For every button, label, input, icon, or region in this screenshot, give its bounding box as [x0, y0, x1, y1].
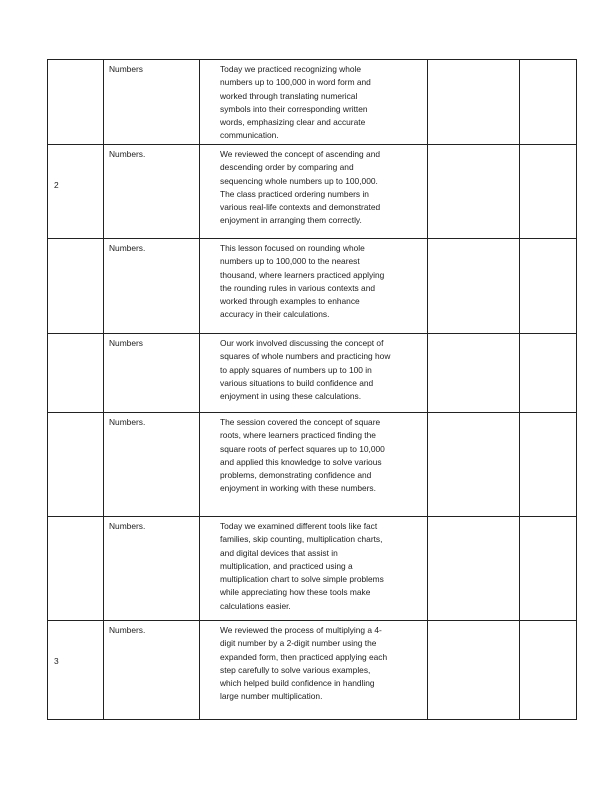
description-cell — [200, 239, 428, 334]
empty-cell — [520, 145, 577, 239]
table-row — [48, 517, 577, 621]
week-number: 3 — [54, 656, 59, 666]
empty-cell — [520, 239, 577, 334]
description-line: accuracy in their calculations. — [220, 309, 330, 320]
empty-cell — [428, 413, 520, 517]
strand-label: Numbers. — [109, 149, 146, 159]
description-cell — [200, 621, 428, 720]
empty-cell — [428, 621, 520, 720]
description-line: step carefully to solve various examples, — [220, 664, 371, 675]
description-line: which helped build confidence in handling — [220, 678, 375, 689]
description-line: Today we practiced recognizing whole — [220, 64, 362, 74]
empty-cell — [520, 413, 577, 517]
week-cell — [48, 413, 104, 517]
empty-cell — [520, 60, 577, 145]
description-line: enjoyment in working with these numbers. — [220, 483, 376, 494]
description-line: symbols into their corresponding written — [220, 103, 368, 114]
week-cell — [48, 239, 104, 334]
description-cell — [200, 517, 428, 621]
description-line: descending order by comparing and — [220, 162, 354, 173]
description-line: Our work involved discussing the concept of — [220, 338, 384, 348]
description-line: while appreciating how these tools make — [220, 587, 371, 598]
description-line: various real-life contexts and demonstrated — [220, 202, 381, 213]
description-line: calculations easier. — [220, 600, 291, 611]
description-line: We reviewed the concept of ascending and — [220, 149, 381, 159]
week-cell — [48, 621, 104, 720]
description-line: worked through translating numerical — [220, 90, 358, 101]
table-row — [48, 60, 577, 145]
description-line: expanded form, then practiced applying each — [220, 651, 388, 662]
empty-cell — [428, 60, 520, 145]
description-cell — [200, 145, 428, 239]
description-line: to apply squares of numbers up to 100 in — [220, 364, 372, 375]
description-line: squares of whole numbers and practicing how — [220, 351, 391, 362]
strand-label: Numbers. — [109, 417, 146, 427]
description-line: digit number by a 2-digit number using the — [220, 638, 377, 649]
description-line: enjoyment in using these calculations. — [220, 391, 362, 402]
strand-label: Numbers — [109, 338, 143, 348]
description-cell — [200, 60, 428, 145]
description-line: sequencing whole numbers up to 100,000. — [220, 175, 378, 186]
description-line: roots, where learners practiced finding the — [220, 430, 376, 441]
strand-cell — [104, 334, 200, 413]
strand-cell — [104, 239, 200, 334]
description-line: various situations to build confidence and — [220, 377, 374, 388]
empty-cell — [428, 334, 520, 413]
week-cell — [48, 517, 104, 621]
description-line: thousand, where learners practiced applying — [220, 269, 385, 280]
description-line: This lesson focused on rounding whole — [220, 243, 365, 253]
week-cell — [48, 334, 104, 413]
description-line: The class practiced ordering numbers in — [220, 188, 369, 199]
description-line: multiplication chart to solve simple problems — [220, 574, 384, 585]
strand-cell — [104, 60, 200, 145]
empty-cell — [520, 517, 577, 621]
week-cell — [48, 145, 104, 239]
description-line: large number multiplication. — [220, 691, 323, 702]
description-line: the rounding rules in various contexts and — [220, 282, 376, 293]
strand-label: Numbers — [109, 64, 143, 74]
table-row — [48, 334, 577, 413]
description-line: The session covered the concept of square — [220, 417, 381, 427]
description-line: enjoyment in arranging them correctly. — [220, 215, 362, 226]
description-line: problems, demonstrating confidence and — [220, 470, 372, 481]
week-number: 2 — [54, 180, 59, 190]
week-cell — [48, 60, 104, 145]
strand-cell — [104, 145, 200, 239]
description-cell — [200, 334, 428, 413]
description-line: and digital devices that assist in — [220, 547, 338, 558]
empty-cell — [428, 145, 520, 239]
empty-cell — [428, 517, 520, 621]
table-row — [48, 621, 577, 720]
description-line: numbers up to 100,000 to the nearest — [220, 256, 360, 267]
empty-cell — [428, 239, 520, 334]
strand-label: Numbers. — [109, 521, 146, 531]
description-line: numbers up to 100,000 in word form and — [220, 77, 371, 88]
description-line: multiplication, and practiced using a — [220, 560, 353, 571]
table-row — [48, 413, 577, 517]
description-line: families, skip counting, multiplication charts, — [220, 534, 383, 545]
description-line: We reviewed the process of multiplying a 4- — [220, 625, 382, 635]
description-cell — [200, 413, 428, 517]
empty-cell — [520, 334, 577, 413]
lesson-table — [47, 59, 577, 720]
description-line: words, emphasizing clear and accurate — [220, 117, 366, 128]
strand-cell — [104, 517, 200, 621]
description-line: and applied this knowledge to solve various — [220, 456, 382, 467]
strand-cell — [104, 621, 200, 720]
table-row — [48, 145, 577, 239]
table-row — [48, 239, 577, 334]
strand-cell — [104, 413, 200, 517]
strand-label: Numbers. — [109, 243, 146, 253]
description-line: square roots of perfect squares up to 10,000 — [220, 443, 385, 454]
description-line: communication. — [220, 130, 279, 141]
description-line: Today we examined different tools like fact — [220, 521, 378, 531]
description-line: worked through examples to enhance — [220, 296, 360, 307]
empty-cell — [520, 621, 577, 720]
strand-label: Numbers. — [109, 625, 146, 635]
